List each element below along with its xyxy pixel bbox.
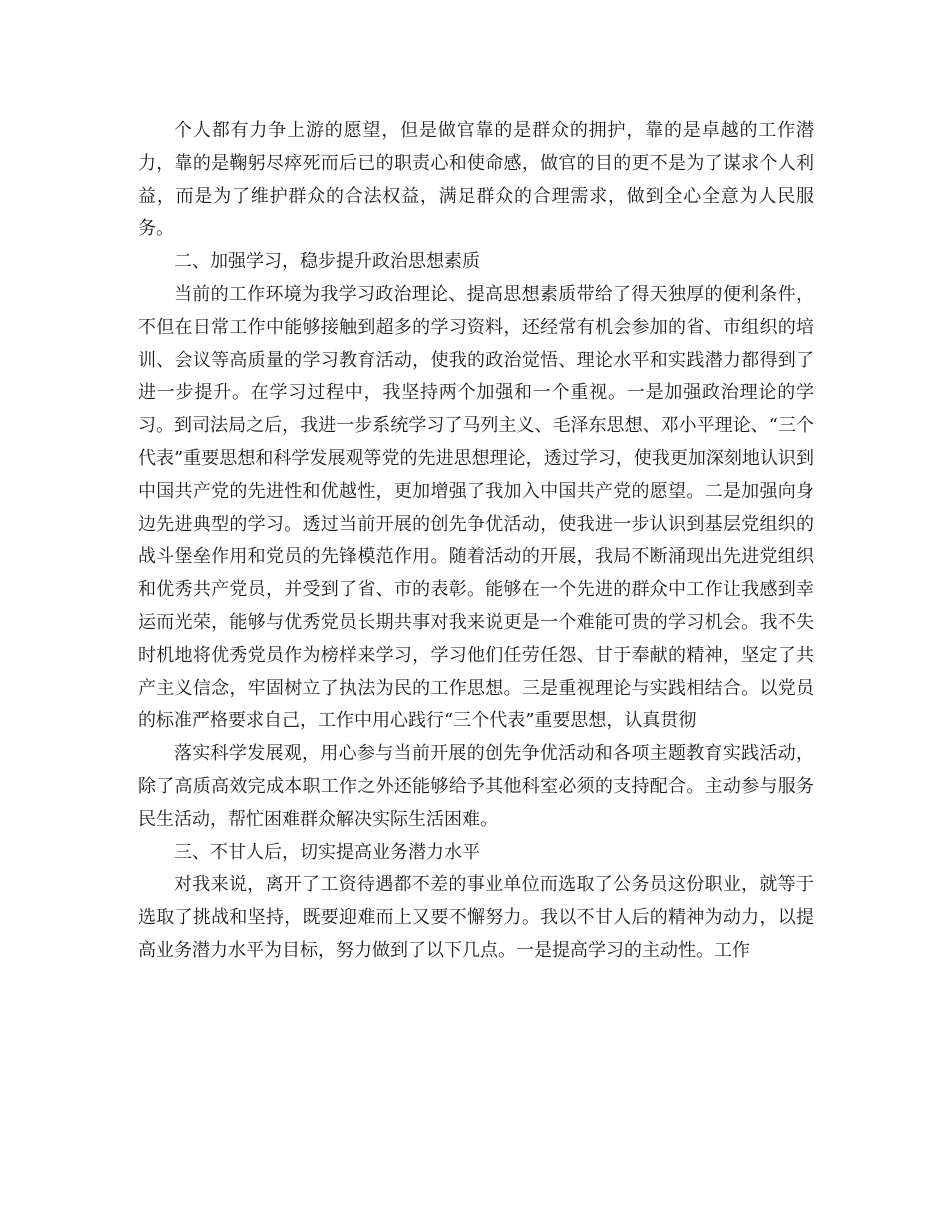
paragraph-practice: 落实科学发展观，用心参与当前开展的创先争优活动和各项主题教育实践活动，除了高质高效完成本职工作之外还能够给予其他科室必须的支持配合。主动参与服务民生活动，帮忙困难群众解决实际生活困难。 bbox=[138, 743, 814, 830]
paragraph-intro-continuation: 个人都有力争上游的愿望，但是做官靠的是群众的拥护，靠的是卓越的工作潜力，靠的是鞠躬尽瘁死而后已的职责心和使命感，做官的目的更不是为了谋求个人利益，而是为了维护群众的合法权益，满足群众的合理需求，做到全心全意为人民服务。 bbox=[138, 120, 814, 240]
section-heading-2: 二、加强学习，稳步提升政治思想素质 bbox=[174, 251, 480, 273]
section-heading-3: 三、不甘人后，切实提高业务潜力水平 bbox=[174, 841, 480, 863]
document-body bbox=[138, 115, 814, 968]
paragraph-study: 当前的工作环境为我学习政治理论、提高思想素质带给了得天独厚的便利条件，不但在日常工作中能够接触到超多的学习资料，还经常有机会参加的省、市组织的培训、会议等高质量的学习教育活动，使我的政治觉悟、理论水平和实践潜力都得到了进一步提升。在学习过程中，我坚持两个加强和一个重视。一是加强政治理论的学习。到司法局之后，我进一步系统学习了马列主义、毛泽东思想、邓小平理论、“三个代表”重要思想和科学发展观等党的先进思想理论，透过学习，使我更加深刻地认识到中国共产党的先进性和优越性，更加增强了我加入中国共产党的愿望。二是加强向身边先进典型的学习。透过当前开展的创先争优活动，使我进一步认识到基层党组织的战斗堡垒作用和党员的先锋模范作用。随着活动的开展，我局不断涌现出先进党组织和优秀共产党员，并受到了省、市的表彰。能够在一个先进的群众中工作让我感到幸运而光荣，能够与优秀党员长期共事对我来说更是一个难能可贵的学习机会。我不失时机地将优秀党员作为榜样来学习，学习他们任劳任怨、甘于奉献的精神，坚定了共产主义信念，牢固树立了执法为民的工作思想。三是重视理论与实践相结合。以党员的标准严格要求自己，工作中用心践行“三个代表”重要思想，认真贯彻 bbox=[138, 283, 814, 732]
paragraph-business-ability: 对我来说，离开了工资待遇都不差的事业单位而选取了公务员这份职业，就等于选取了挑战和坚持，既要迎难而上又要不懈努力。我以不甘人后的精神为动力，以提高业务潜力水平为目标，努力做到了以下几点。一是提高学习的主动性。工作 bbox=[138, 874, 814, 961]
